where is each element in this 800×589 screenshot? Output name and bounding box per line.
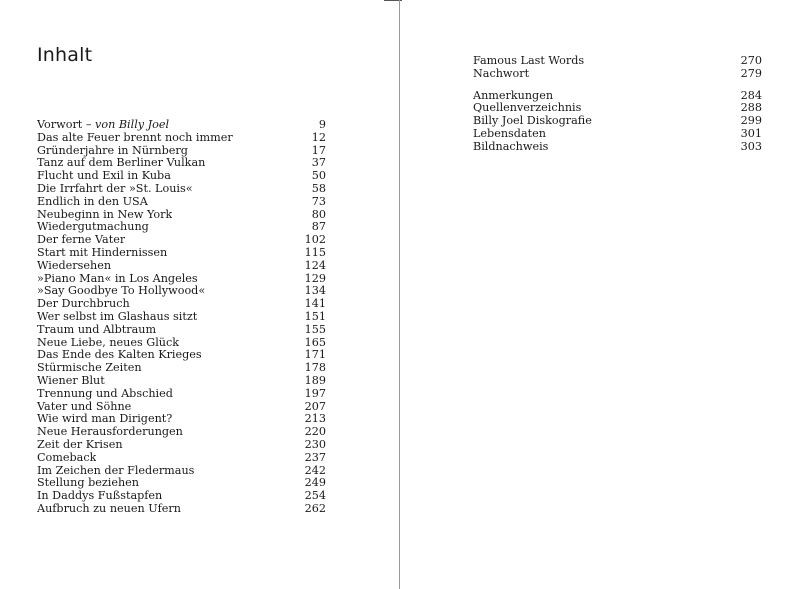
- toc-entry: [37, 145, 326, 158]
- toc-entry: [37, 477, 326, 490]
- toc-entry: [37, 234, 326, 247]
- toc-entry-title: Famous Last Words: [473, 55, 585, 67]
- toc-entry-title: Wie wird man Dirigent?: [37, 413, 173, 426]
- toc-entry-page: 237: [304, 450, 326, 464]
- toc-entry-title: Der ferne Vater: [37, 234, 126, 247]
- toc-entry: [37, 490, 326, 503]
- toc-entry-page: 58: [311, 181, 326, 195]
- toc-entry-page: 134: [304, 284, 326, 298]
- toc-entry-title: Neue Herausforderungen: [37, 426, 183, 439]
- toc-entry-page: 303: [740, 139, 762, 153]
- toc-entry: [37, 401, 326, 414]
- toc-entry: [37, 413, 326, 426]
- toc-entry-preface: [37, 119, 326, 132]
- toc-entry-page: 151: [304, 309, 326, 323]
- toc-entry-page: 102: [304, 233, 326, 247]
- toc-entry: [37, 324, 326, 337]
- toc-entry-page: 73: [311, 194, 326, 208]
- toc-entry-title: Die Irrfahrt der »St. Louis«: [37, 182, 193, 195]
- toc-entry-page: 80: [311, 207, 326, 221]
- toc-entry: [473, 141, 762, 154]
- preface-label: Vorwort –: [37, 119, 92, 131]
- toc-entry-title: Im Zeichen der Fledermaus: [37, 464, 195, 477]
- toc-entry-title: Stürmische Zeiten: [37, 362, 142, 375]
- toc-entry-page: 12: [311, 130, 326, 144]
- toc-entry-title: Wiedergutmachung: [37, 221, 149, 234]
- toc-entry-page: 124: [304, 258, 326, 272]
- toc-entry: [37, 465, 326, 478]
- toc-entry-page: 279: [740, 66, 762, 80]
- toc-entry-title: »Say Goodbye To Hollywood«: [37, 285, 206, 298]
- toc-entry: [37, 503, 326, 516]
- toc-entry-title: Wiener Blut: [37, 374, 105, 387]
- toc-entry-page: 220: [304, 425, 326, 439]
- toc-entry: [37, 260, 326, 273]
- toc-entry-title: Anmerkungen: [473, 89, 554, 102]
- toc-list-chapters: [37, 119, 326, 516]
- toc-entry-title: Lebensdaten: [473, 127, 546, 140]
- right-page: [400, 0, 800, 589]
- toc-entry-title: Tanz auf dem Berliner Vulkan: [37, 157, 206, 170]
- toc-entry: [37, 337, 326, 350]
- toc-entry-title: Endlich in den USA: [37, 195, 148, 208]
- toc-entry-title: Neubeginn in New York: [37, 208, 173, 221]
- toc-entry-title: In Daddys Fußstapfen: [37, 490, 163, 503]
- toc-entry-title: Nachwort: [473, 67, 530, 80]
- toc-entry-title: Aufbruch zu neuen Ufern: [37, 502, 181, 515]
- toc-entry: [37, 298, 326, 311]
- toc-entry-title: Traum und Albtraum: [37, 323, 157, 336]
- toc-entry: [37, 196, 326, 209]
- toc-entry-page: 141: [304, 297, 326, 311]
- toc-entry-title: Vater und Söhne: [37, 400, 132, 413]
- toc-entry: [37, 157, 326, 170]
- toc-entry: [37, 452, 326, 465]
- toc-entry-title: Der Durchbruch: [37, 298, 130, 311]
- toc-entry-title: Neue Liebe, neues Glück: [37, 336, 180, 349]
- toc-entry: [473, 102, 762, 115]
- toc-entry-page: 249: [304, 476, 326, 490]
- toc-entry: [37, 285, 326, 298]
- toc-entry-title: Billy Joel Diskografie: [473, 115, 592, 128]
- toc-entry-title: [37, 119, 169, 132]
- toc-entry-page: 197: [304, 386, 326, 400]
- toc-entry: [37, 209, 326, 222]
- toc-entry-page: 37: [311, 156, 326, 170]
- toc-entry-title: Das alte Feuer brennt noch immer: [37, 131, 233, 144]
- toc-entry-page: 115: [304, 245, 326, 259]
- toc-entry-page: 288: [740, 101, 762, 115]
- toc-entry: [37, 247, 326, 260]
- toc-entry: [37, 362, 326, 375]
- toc-entry-title: »Piano Man« in Los Angeles: [37, 272, 198, 285]
- toc-entry: [37, 170, 326, 183]
- toc-entry-page: 171: [304, 348, 326, 362]
- toc-entry: [473, 128, 762, 141]
- toc-entry: [37, 132, 326, 145]
- toc-entry-page: 165: [304, 335, 326, 349]
- toc-entry: [37, 183, 326, 196]
- toc-entry-page: 129: [304, 271, 326, 285]
- toc-entry-page: 213: [304, 412, 326, 426]
- toc-entry-title: Quellenverzeichnis: [473, 102, 582, 115]
- toc-entry-page: 301: [740, 126, 762, 140]
- toc-entry-title: Start mit Hindernissen: [37, 246, 168, 259]
- toc-entry-page: 242: [304, 463, 326, 477]
- toc-entry-title: Stellung beziehen: [37, 477, 139, 490]
- toc-entry-page: 299: [740, 114, 762, 128]
- left-page: [0, 0, 399, 589]
- toc-entry-page: 189: [304, 373, 326, 387]
- toc-entry: [37, 439, 326, 452]
- toc-entry-title: Zeit der Krisen: [37, 438, 123, 451]
- toc-entry: [473, 115, 762, 128]
- toc-entry-page: 87: [311, 220, 326, 234]
- toc-list-back-matter: [473, 55, 762, 154]
- toc-entry-page: 9: [318, 118, 326, 131]
- toc-entry: [473, 55, 762, 68]
- toc-entry-title: Wer selbst im Glashaus sitzt: [37, 310, 198, 323]
- toc-entry-page: 270: [740, 54, 762, 67]
- toc-entry: [473, 90, 762, 103]
- toc-entry-title: Das Ende des Kalten Krieges: [37, 349, 202, 362]
- toc-entry-title: Wiedersehen: [37, 259, 112, 272]
- toc-entry: [37, 426, 326, 439]
- toc-entry-title: Trennung und Abschied: [37, 387, 173, 400]
- preface-author: von Billy Joel: [95, 119, 170, 131]
- toc-entry: [37, 375, 326, 388]
- toc-entry-page: 254: [304, 489, 326, 503]
- toc-entry-page: 155: [304, 322, 326, 336]
- toc-entry: [473, 68, 762, 81]
- toc-entry-page: 230: [304, 437, 326, 451]
- toc-entry-title: Bildnachweis: [473, 140, 549, 153]
- toc-entry-page: 207: [304, 399, 326, 413]
- toc-entry-page: 262: [304, 501, 326, 515]
- toc-entry: [37, 273, 326, 286]
- toc-entry-page: 178: [304, 361, 326, 375]
- toc-entry-title: Gründerjahre in Nürnberg: [37, 144, 188, 157]
- toc-entry-page: 50: [311, 169, 326, 183]
- toc-entry: [37, 388, 326, 401]
- toc-entry-page: 17: [311, 143, 326, 157]
- toc-entry-title: Flucht und Exil in Kuba: [37, 170, 171, 183]
- toc-entry: [37, 349, 326, 362]
- toc-heading: Inhalt: [37, 44, 93, 66]
- toc-entry-page: 284: [740, 88, 762, 102]
- toc-entry: [37, 221, 326, 234]
- toc-entry-title: Comeback: [37, 451, 97, 464]
- toc-entry: [37, 311, 326, 324]
